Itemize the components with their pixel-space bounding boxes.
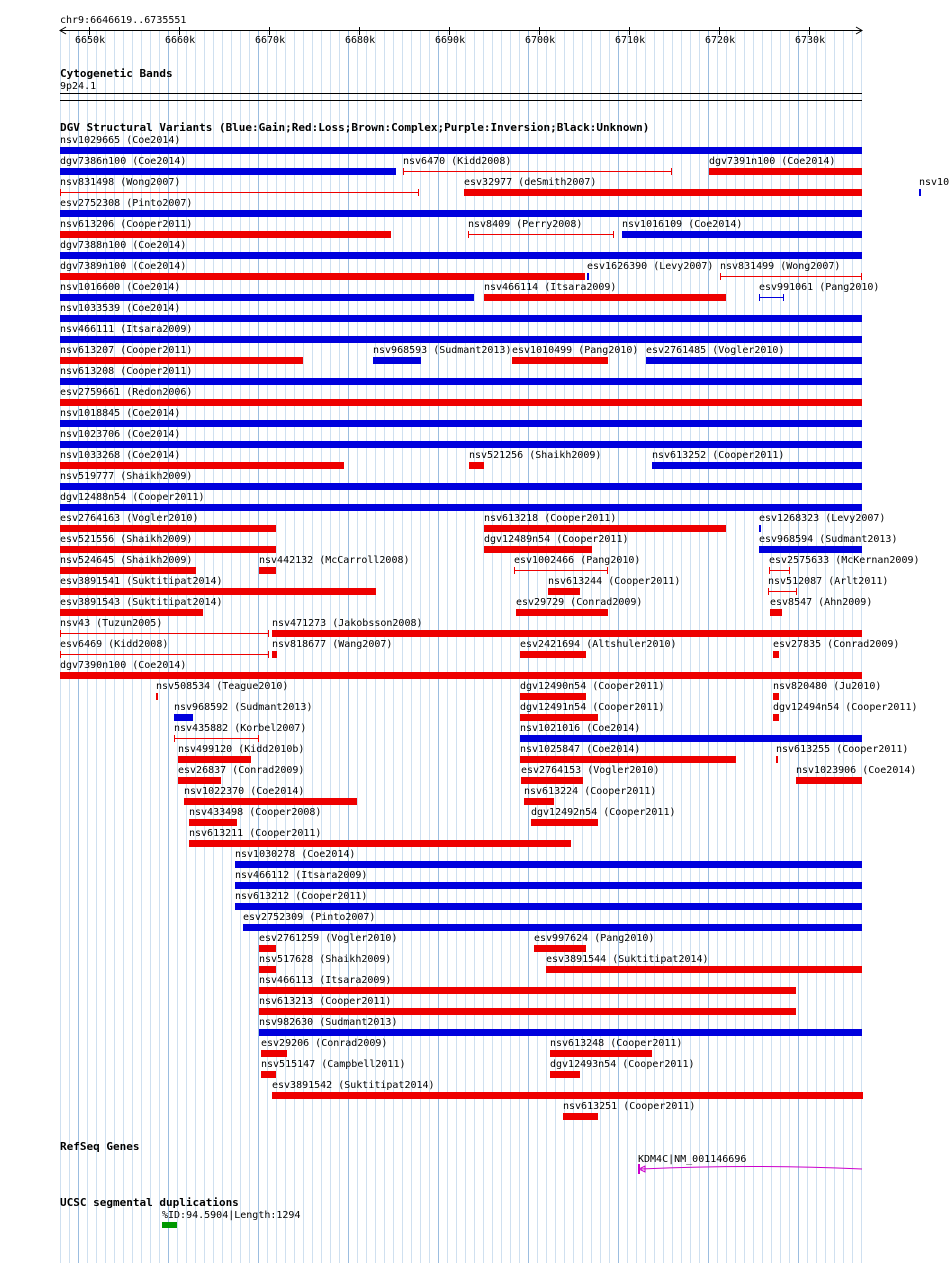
sv-feature-label[interactable]: esv2761259 (Vogler2010) <box>259 933 398 944</box>
sv-line-cap[interactable] <box>613 231 614 238</box>
sv-feature-label[interactable]: nsv1030278 (Coe2014) <box>235 849 356 860</box>
sv-line[interactable] <box>514 570 608 571</box>
sv-bar[interactable] <box>484 546 592 553</box>
ruler-tick-label: 6650k <box>75 35 106 46</box>
ruler-tick-label: 6680k <box>345 35 376 46</box>
sv-bar[interactable] <box>464 189 862 196</box>
sv-feature-label[interactable]: esv3891541 (Suktitipat2014) <box>60 576 223 587</box>
sv-bar[interactable] <box>563 1113 598 1120</box>
sv-bar[interactable] <box>512 357 608 364</box>
sv-bar[interactable] <box>622 231 862 238</box>
sv-feature-label[interactable]: esv2759661 (Redon2006) <box>60 387 193 398</box>
ruler-tick <box>719 27 720 35</box>
sv-feature-label[interactable]: nsv613218 (Cooper2011) <box>484 513 617 524</box>
sv-feature-label[interactable]: nsv43 (Tuzun2005) <box>60 618 163 629</box>
sv-feature-label[interactable]: nsv466113 (Itsara2009) <box>259 975 392 986</box>
sv-feature-label[interactable]: nsv613252 (Cooper2011) <box>652 450 785 461</box>
sv-feature-label[interactable]: nsv968592 (Sudmant2013) <box>174 702 313 713</box>
sv-feature-label[interactable]: esv968594 (Sudmant2013) <box>759 534 898 545</box>
sv-feature-label[interactable]: nsv524645 (Shaikh2009) <box>60 555 193 566</box>
sv-line-cap[interactable] <box>268 630 269 637</box>
sv-feature-label[interactable]: dgv7390n100 (Coe2014) <box>60 660 187 671</box>
sv-feature-label[interactable]: esv1002466 (Pang2010) <box>514 555 641 566</box>
sv-bar[interactable] <box>773 714 779 721</box>
cytoband-track-title[interactable]: Cytogenetic Bands <box>60 67 173 80</box>
sv-feature-label[interactable]: nsv1029665 (Coe2014) <box>60 135 181 146</box>
ruler-tick <box>269 27 270 35</box>
sv-feature-label[interactable]: dgv12493n54 (Cooper2011) <box>550 1059 695 1070</box>
ruler-tick <box>89 27 90 35</box>
sv-bar[interactable] <box>60 588 376 595</box>
sv-feature-label[interactable]: esv26837 (Conrad2009) <box>178 765 305 776</box>
ruler-tick <box>629 27 630 35</box>
sv-line-cap[interactable] <box>258 735 259 742</box>
sv-feature-label[interactable]: dgv12492n54 (Cooper2011) <box>531 807 676 818</box>
sv-line-cap[interactable] <box>720 273 721 280</box>
sv-tick[interactable] <box>919 189 921 196</box>
sv-bar[interactable] <box>550 1050 652 1057</box>
sv-bar[interactable] <box>178 777 221 784</box>
sv-line[interactable] <box>174 738 259 739</box>
sv-bar[interactable] <box>60 462 344 469</box>
sv-line-cap[interactable] <box>759 294 760 301</box>
cytoband-line-top <box>60 93 862 94</box>
sv-feature-label[interactable]: nsv515147 (Campbell2011) <box>261 1059 406 1070</box>
sv-bar[interactable] <box>531 819 598 826</box>
sv-bar[interactable] <box>524 798 554 805</box>
sv-bar[interactable] <box>60 252 862 259</box>
sv-bar[interactable] <box>652 462 862 469</box>
sv-bar[interactable] <box>770 609 782 616</box>
sv-feature-label[interactable]: dgv12489n54 (Cooper2011) <box>484 534 629 545</box>
sv-feature-label[interactable]: nsv8409 (Perry2008) <box>468 219 583 230</box>
sv-line-cap[interactable] <box>60 651 61 658</box>
sv-line[interactable] <box>769 570 790 571</box>
sv-bar[interactable] <box>174 714 193 721</box>
sv-line-cap[interactable] <box>796 588 797 595</box>
sv-feature-label[interactable]: nsv1016109 (Coe2014) <box>622 219 743 230</box>
sv-feature-label[interactable]: nsv1016600 (Coe2014) <box>60 282 181 293</box>
ruler-tick <box>449 27 450 35</box>
sv-bar[interactable] <box>189 819 237 826</box>
sv-feature-label[interactable]: nsv818677 (Wang2007) <box>272 639 393 650</box>
sv-bar[interactable] <box>60 525 276 532</box>
sv-bar[interactable] <box>520 714 598 721</box>
refseq-gene-model[interactable] <box>630 1160 870 1180</box>
sv-bar[interactable] <box>235 861 862 868</box>
sv-feature-label[interactable]: dgv7386n100 (Coe2014) <box>60 156 187 167</box>
sv-line-cap[interactable] <box>607 567 608 574</box>
sv-feature-label[interactable]: nsv831498 (Wong2007) <box>60 177 181 188</box>
sv-feature-label[interactable]: nsv613211 (Cooper2011) <box>189 828 322 839</box>
sv-feature-label[interactable]: nsv613224 (Cooper2011) <box>524 786 657 797</box>
sv-line-cap[interactable] <box>861 273 862 280</box>
sv-feature-label[interactable]: nsv499120 (Kidd2010b) <box>178 744 305 755</box>
sv-feature-label[interactable]: nsv442132 (McCarroll2008) <box>259 555 410 566</box>
sv-feature-label[interactable]: esv32977 (deSmith2007) <box>464 177 597 188</box>
sv-feature-label[interactable]: nsv512087 (Arlt2011) <box>768 576 889 587</box>
segdup-bar[interactable] <box>162 1222 177 1228</box>
sv-line[interactable] <box>720 276 862 277</box>
sv-bar[interactable] <box>773 693 779 700</box>
sv-bar[interactable] <box>60 378 862 385</box>
sv-feature-label[interactable]: nsv521256 (Shaikh2009) <box>469 450 602 461</box>
sv-bar[interactable] <box>60 567 196 574</box>
sv-bar[interactable] <box>773 651 779 658</box>
sv-bar-cap[interactable] <box>862 1092 863 1099</box>
ruler-tick <box>359 27 360 35</box>
sv-bar[interactable] <box>60 231 391 238</box>
sv-line-cap[interactable] <box>174 735 175 742</box>
sv-bar[interactable] <box>60 441 862 448</box>
sv-feature-label[interactable]: nsv508534 (Teague2010) <box>156 681 289 692</box>
sv-bar[interactable] <box>520 651 586 658</box>
sv-tick[interactable] <box>776 756 778 763</box>
segdup-label[interactable]: %ID:94.5904|Length:1294 <box>162 1210 301 1221</box>
sv-feature-label[interactable]: nsv519777 (Shaikh2009) <box>60 471 193 482</box>
sv-feature-label[interactable]: esv1626390 (Levy2007) <box>587 261 714 272</box>
ruler-tick <box>539 27 540 35</box>
sv-bar[interactable] <box>646 357 862 364</box>
sv-feature-label[interactable]: nsv613213 (Cooper2011) <box>259 996 392 1007</box>
sv-line-cap[interactable] <box>403 168 404 175</box>
sv-bar[interactable] <box>259 966 276 973</box>
sv-feature-label[interactable]: esv27835 (Conrad2009) <box>773 639 900 650</box>
sv-line[interactable] <box>60 192 419 193</box>
sv-feature-label[interactable]: nsv613244 (Cooper2011) <box>548 576 681 587</box>
sv-line-cap[interactable] <box>468 231 469 238</box>
sv-feature-label[interactable]: nsv1023706 (Coe2014) <box>60 429 181 440</box>
sv-bar[interactable] <box>60 672 862 679</box>
sv-feature-label[interactable]: esv997624 (Pang2010) <box>534 933 655 944</box>
sv-feature-label[interactable]: nsv613255 (Cooper2011) <box>776 744 909 755</box>
sv-bar[interactable] <box>60 546 276 553</box>
sv-line-cap[interactable] <box>418 189 419 196</box>
sv-bar[interactable] <box>184 798 357 805</box>
sv-bar[interactable] <box>259 1029 862 1036</box>
sv-bar[interactable] <box>60 210 862 217</box>
sv-feature-label[interactable]: nsv10 <box>919 177 949 188</box>
sv-feature-label[interactable]: esv2761485 (Vogler2010) <box>646 345 785 356</box>
sv-feature-label[interactable]: nsv1033268 (Coe2014) <box>60 450 181 461</box>
ruler-tick <box>179 27 180 35</box>
sv-bar[interactable] <box>469 462 484 469</box>
sv-feature-label[interactable]: esv29729 (Conrad2009) <box>516 597 643 608</box>
sv-bar[interactable] <box>235 882 862 889</box>
sv-feature-label[interactable]: nsv613206 (Cooper2011) <box>60 219 193 230</box>
sv-bar[interactable] <box>60 504 862 511</box>
sv-line-cap[interactable] <box>789 567 790 574</box>
sv-feature-label[interactable]: dgv12488n54 (Cooper2011) <box>60 492 205 503</box>
sv-feature-label[interactable]: dgv7388n100 (Coe2014) <box>60 240 187 251</box>
sv-feature-label[interactable]: nsv613212 (Cooper2011) <box>235 891 368 902</box>
ruler-tick-label: 6660k <box>165 35 196 46</box>
sv-feature-label[interactable]: esv2421694 (Altshuler2010) <box>520 639 677 650</box>
sv-bar[interactable] <box>550 1071 580 1078</box>
sv-feature-label[interactable]: esv1268323 (Levy2007) <box>759 513 886 524</box>
sv-bar[interactable] <box>484 294 726 301</box>
sv-feature-label[interactable]: nsv1033539 (Coe2014) <box>60 303 181 314</box>
sv-bar[interactable] <box>60 609 203 616</box>
sv-bar[interactable] <box>520 735 862 742</box>
sv-line-cap[interactable] <box>268 651 269 658</box>
sv-feature-label[interactable]: nsv613248 (Cooper2011) <box>550 1038 683 1049</box>
sv-feature-label[interactable]: nsv968593 (Sudmant2013) <box>373 345 512 356</box>
sv-feature-label[interactable]: nsv982630 (Sudmant2013) <box>259 1017 398 1028</box>
sv-bar[interactable] <box>709 168 862 175</box>
sv-line-cap[interactable] <box>671 168 672 175</box>
sv-bar[interactable] <box>60 399 862 406</box>
ruler-tick-label: 6730k <box>795 35 826 46</box>
sv-bar[interactable] <box>60 357 303 364</box>
sv-feature-label[interactable]: esv3891543 (Suktitipat2014) <box>60 597 223 608</box>
ruler-tick-label: 6720k <box>705 35 736 46</box>
sv-feature-label[interactable]: nsv831499 (Wong2007) <box>720 261 841 272</box>
sv-feature-label[interactable]: esv1010499 (Pang2010) <box>512 345 639 356</box>
sv-bar[interactable] <box>60 315 862 322</box>
ruler-tick-label: 6670k <box>255 35 286 46</box>
sv-bar[interactable] <box>60 168 396 175</box>
sv-line[interactable] <box>60 633 269 634</box>
cytoband-line-bottom <box>60 100 862 101</box>
sv-line[interactable] <box>403 171 672 172</box>
sv-feature-label[interactable]: dgv12494n54 (Cooper2011) <box>773 702 918 713</box>
sv-bar[interactable] <box>259 1008 796 1015</box>
sv-feature-label[interactable]: nsv466114 (Itsara2009) <box>484 282 617 293</box>
sv-feature-label[interactable]: dgv7389n100 (Coe2014) <box>60 261 187 272</box>
sv-bar[interactable] <box>259 945 276 952</box>
sv-bar[interactable] <box>484 525 726 532</box>
sv-bar[interactable] <box>272 1092 862 1099</box>
sv-feature-label[interactable]: nsv1022370 (Coe2014) <box>184 786 305 797</box>
sv-bar[interactable] <box>759 546 862 553</box>
sv-line-cap[interactable] <box>60 630 61 637</box>
sv-bar[interactable] <box>521 777 583 784</box>
sv-bar[interactable] <box>60 483 862 490</box>
sv-bar[interactable] <box>60 420 862 427</box>
sv-feature-label[interactable]: nsv6470 (Kidd2008) <box>403 156 512 167</box>
sv-line-cap[interactable] <box>514 567 515 574</box>
sv-feature-label[interactable]: esv2764153 (Vogler2010) <box>521 765 660 776</box>
sv-feature-label[interactable]: dgv7391n100 (Coe2014) <box>709 156 836 167</box>
cytoband-label: 9p24.1 <box>60 81 97 92</box>
sv-bar[interactable] <box>546 966 862 973</box>
sv-bar[interactable] <box>272 651 277 658</box>
sv-bar[interactable] <box>235 903 862 910</box>
sv-bar[interactable] <box>60 273 585 280</box>
ruler-location: chr9:6646619..6735551 <box>60 15 187 26</box>
sv-feature-label[interactable]: nsv471273 (Jakobsson2008) <box>272 618 423 629</box>
sv-feature-label[interactable]: nsv517628 (Shaikh2009) <box>259 954 392 965</box>
sv-line[interactable] <box>759 297 784 298</box>
sv-bar[interactable] <box>60 294 474 301</box>
ruler-tick-label: 6690k <box>435 35 466 46</box>
sv-bar[interactable] <box>272 630 862 637</box>
sv-bar[interactable] <box>796 777 862 784</box>
sv-feature-label[interactable]: esv29206 (Conrad2009) <box>261 1038 388 1049</box>
ruler-tick-label: 6700k <box>525 35 556 46</box>
sv-feature-label[interactable]: dgv12491n54 (Cooper2011) <box>520 702 665 713</box>
sv-feature-label[interactable]: esv991061 (Pang2010) <box>759 282 880 293</box>
sv-feature-label[interactable]: nsv1025847 (Coe2014) <box>520 744 641 755</box>
ruler-tick-label: 6710k <box>615 35 646 46</box>
sv-line[interactable] <box>768 591 797 592</box>
sv-bar[interactable] <box>259 987 796 994</box>
sv-bar[interactable] <box>261 1071 276 1078</box>
sv-bar[interactable] <box>178 756 251 763</box>
ruler-tick <box>809 27 810 35</box>
sv-feature-label[interactable]: esv2752308 (Pinto2007) <box>60 198 193 209</box>
sv-bar[interactable] <box>548 588 580 595</box>
sv-bar[interactable] <box>243 924 862 931</box>
sv-feature-label[interactable]: esv521556 (Shaikh2009) <box>60 534 193 545</box>
sv-feature-label[interactable]: nsv613251 (Cooper2011) <box>563 1101 696 1112</box>
sv-feature-label[interactable]: esv6469 (Kidd2008) <box>60 639 169 650</box>
sv-feature-label[interactable]: esv3891542 (Suktitipat2014) <box>272 1080 435 1091</box>
sv-bar[interactable] <box>261 1050 287 1057</box>
sv-line-cap[interactable] <box>60 189 61 196</box>
sv-feature-label[interactable]: nsv613207 (Cooper2011) <box>60 345 193 356</box>
sv-feature-label[interactable]: nsv466111 (Itsara2009) <box>60 324 193 335</box>
sv-feature-label[interactable]: nsv435882 (Korbel2007) <box>174 723 307 734</box>
sv-bar[interactable] <box>520 756 736 763</box>
refseq-gene-label[interactable]: KDM4C|NM_001146696 <box>638 1154 747 1165</box>
sv-feature-label[interactable]: nsv820480 (Ju2010) <box>773 681 882 692</box>
sv-bar[interactable] <box>189 840 571 847</box>
dgv-track-title[interactable]: DGV Structural Variants (Blue:Gain;Red:Loss;Brown:Complex;Purple:Inversion;Black:Unknown) <box>60 121 650 134</box>
sv-line-cap[interactable] <box>783 294 784 301</box>
sv-line-cap[interactable] <box>769 567 770 574</box>
sv-feature-label[interactable]: nsv1023906 (Coe2014) <box>796 765 917 776</box>
sv-feature-label[interactable]: esv8547 (Ahn2009) <box>770 597 873 608</box>
segdup-track-title[interactable]: UCSC segmental duplications <box>60 1196 239 1209</box>
sv-feature-label[interactable]: esv2575633 (McKernan2009) <box>769 555 920 566</box>
sv-feature-label[interactable]: nsv1021016 (Coe2014) <box>520 723 641 734</box>
sv-tick[interactable] <box>587 273 589 280</box>
sv-bar[interactable] <box>520 693 586 700</box>
sv-tick[interactable] <box>759 525 761 532</box>
sv-bar[interactable] <box>373 357 421 364</box>
sv-tick[interactable] <box>156 693 158 700</box>
sv-feature-label[interactable]: esv2764163 (Vogler2010) <box>60 513 199 524</box>
refseq-track-title[interactable]: RefSeq Genes <box>60 1140 140 1153</box>
sv-feature-label[interactable]: nsv433498 (Cooper2008) <box>189 807 322 818</box>
sv-bar[interactable] <box>534 945 586 952</box>
sv-feature-label[interactable]: esv2752309 (Pinto2007) <box>243 912 376 923</box>
sv-feature-label[interactable]: dgv12490n54 (Cooper2011) <box>520 681 665 692</box>
sv-line-cap[interactable] <box>768 588 769 595</box>
sv-feature-label[interactable]: esv3891544 (Suktitipat2014) <box>546 954 709 965</box>
sv-bar[interactable] <box>516 609 608 616</box>
sv-line[interactable] <box>468 234 614 235</box>
sv-line[interactable] <box>60 654 269 655</box>
sv-feature-label[interactable]: nsv1018845 (Coe2014) <box>60 408 181 419</box>
sv-bar[interactable] <box>60 147 862 154</box>
sv-feature-label[interactable]: nsv466112 (Itsara2009) <box>235 870 368 881</box>
sv-feature-label[interactable]: nsv613208 (Cooper2011) <box>60 366 193 377</box>
sv-bar[interactable] <box>60 336 862 343</box>
sv-bar[interactable] <box>259 567 276 574</box>
